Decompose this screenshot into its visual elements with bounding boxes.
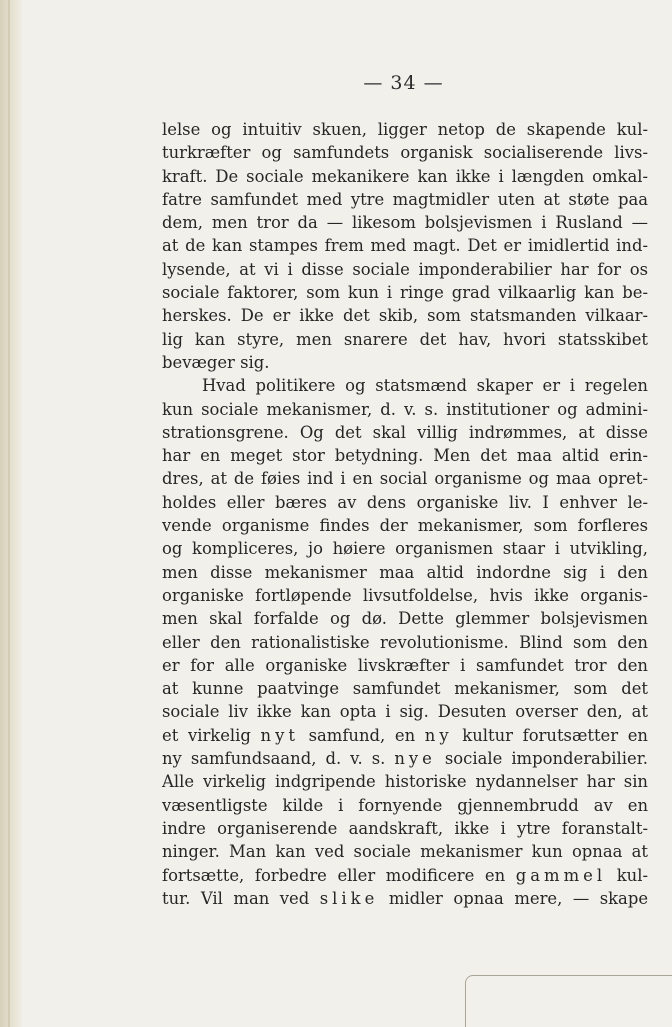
- page-binding-edge: [0, 0, 22, 1027]
- text-line: turkræfter og samfundets organisk socialiserende livs-: [162, 143, 648, 163]
- text-line: [162, 747, 648, 770]
- text-line: indre organiserende aandskraft, ikke i ytre foranstalt-: [162, 818, 648, 838]
- text-line: og kompliceres, jo høiere organismen staar i utvikling,: [162, 539, 648, 559]
- text-line: [162, 864, 648, 887]
- text-line: eller den rationalistiske revolutionisme. Blind som den: [162, 632, 648, 652]
- text-line: men disse mekanismer maa altid indordne sig i den: [162, 562, 648, 582]
- text-segment: midler opnaa mere, — skape: [388, 888, 649, 908]
- text-line: dres, at de føies ind i en social organisme og maa opret-: [162, 469, 648, 489]
- text-line: er for alle organiske livskræfter i samfundet tror den: [162, 655, 648, 675]
- text-segment: ny samfundsaand, d. v. s.: [162, 749, 386, 769]
- text-line: væsentligste kilde i fornyende gjennembrudd av en: [162, 795, 648, 815]
- text-line: men skal forfalde og dø. Dette glemmer bolsjevismen: [162, 609, 648, 629]
- emphasized-word: nyt: [260, 725, 299, 745]
- text-segment: et virkelig: [162, 725, 251, 745]
- text-line: vende organisme findes der mekanismer, som forfleres: [162, 516, 648, 536]
- text-line: organiske fortløpende livsutfoldelse, hvis ikke organis-: [162, 585, 648, 605]
- text-line: bevæger sig.: [162, 352, 270, 372]
- text-line: lig kan styre, men snarere det hav, hvori statsskibet: [162, 329, 648, 349]
- text-line: at kunne paatvinge samfundet mekanismer, som det: [162, 679, 648, 699]
- text-segment: tur. Vil man ved: [162, 888, 310, 908]
- text-line: kun sociale mekanismer, d. v. s. institutioner og admini-: [162, 399, 648, 419]
- text-segment: samfund, en: [308, 725, 416, 745]
- text-segment: kul-: [616, 865, 648, 885]
- emphasized-word: slike: [319, 888, 379, 908]
- text-line: lysende, at vi i disse sociale imponderabilier har for os: [162, 259, 648, 279]
- text-line: [162, 724, 648, 747]
- text-line: Alle virkelig indgripende historiske nydannelser har sin: [162, 772, 648, 792]
- binding-crease: [8, 0, 10, 1027]
- text-line: at de kan stampes frem med magt. Det er imidlertid ind-: [162, 236, 648, 256]
- text-line: Hvad politikere og statsmænd skaper er i regelen: [202, 376, 648, 396]
- text-line: strationsgrene. Og det skal villig indrømmes, at disse: [162, 422, 648, 442]
- text-segment: sociale imponderabilier.: [444, 749, 648, 769]
- page-number: — 34 —: [363, 72, 444, 94]
- text-segment: kultur forutsætter en: [462, 725, 648, 745]
- emphasized-word: gammel: [515, 865, 607, 885]
- text-line: holdes eller bæres av dens organiske liv. I enhver le-: [162, 492, 648, 512]
- page-corner-mark: [465, 975, 672, 1027]
- emphasized-word: ny: [424, 725, 453, 745]
- emphasized-word: nye: [394, 749, 436, 769]
- text-line: sociale liv ikke kan opta i sig. Desuten overser den, at: [162, 702, 648, 722]
- text-segment: fortsætte, forbedre eller modificere en: [162, 865, 506, 885]
- text-line: kraft. De sociale mekanikere kan ikke i længden omkal-: [162, 166, 648, 186]
- text-line: fatre samfundet med ytre magtmidler uten at støte paa: [162, 189, 648, 209]
- text-line: dem, men tror da — likesom bolsjevismen i Rusland —: [162, 213, 648, 233]
- text-line: ninger. Man kan ved sociale mekanismer kun opnaa at: [162, 842, 648, 862]
- text-line: sociale faktorer, som kun i ringe grad vilkaarlig kan be-: [162, 283, 648, 303]
- text-line: herskes. De er ikke det skib, som statsmanden vilkaar-: [162, 306, 648, 326]
- text-line: [162, 887, 648, 910]
- body-text: [162, 118, 648, 910]
- text-line: har en meget stor betydning. Men det maa altid erin-: [162, 446, 648, 466]
- text-line: lelse og intuitiv skuen, ligger netop de skapende kul-: [162, 120, 648, 139]
